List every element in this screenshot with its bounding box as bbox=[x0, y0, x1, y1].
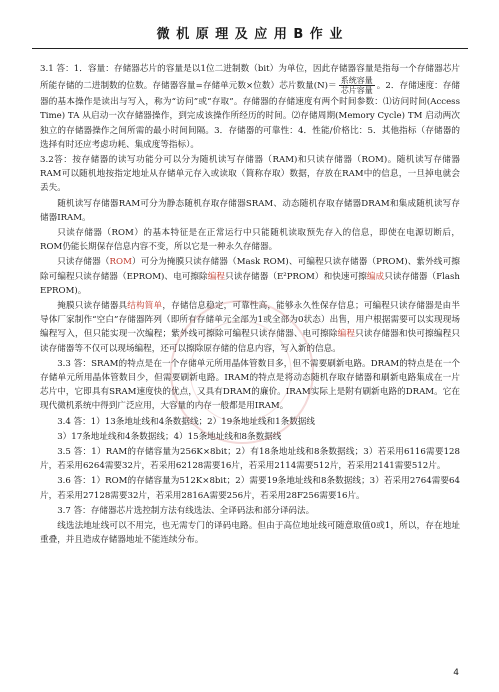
fraction-denominator: 芯片容量 bbox=[340, 86, 373, 96]
text-segment: 只读存储器（Flash EPROM)。 bbox=[40, 271, 460, 296]
answer-3-1-part-b: 。2．存储速度：存储器的基本操作是读出与写入，称为“访问”或“存取”。存储器的存储速度有两个时间参数：⑴访问时间(Access Time) TA 从启动一次存储器操作，到完成该操作所经历的时间。⑵存储周期(Memory Cycle) TM 启动两次独立的存储器操作之间所需的最小时间间隔。3．存储器的可靠性：4．性能/价格比：5．其他指标（存储器的选择有时还应考虑功耗、集成度等指标）。 bbox=[40, 81, 460, 150]
paragraph-3-4: 3.4 答：1）13条地址线和4条数据线；2）19条地址线和1条数据线 bbox=[57, 416, 315, 427]
highlight-text: 编成 bbox=[366, 271, 385, 282]
text-segment: 只读存储器（E²PROM）和快速可擦 bbox=[225, 271, 367, 282]
fraction-numerator: 系统容量 bbox=[340, 76, 373, 86]
paragraph-3-3: 3.3 答：SRAM的特点是在一个存储单元所用晶体管数目多，但不需要刷新电路。DRAM的特点是在一个存储单元所用晶体管数目少，但需要刷新电路。IRAM的特点是将动态随机存取存储器和刷新电路集成在一片芯片中，它即具有SRAM速度快的优点，又具有DRAM的廉价。IRAM实际上是附有刷新电路的DRAM。它在现代微机系统中得到广泛应用，大容量的内存一般都是用IRAM。 bbox=[40, 358, 460, 412]
text-segment: ）可分为掩膜只读存储器（Mask ROM)、可编程只读存储器（PROM)、紫外线可擦除可编程只读存储器（EPROM)、电可擦除 bbox=[40, 257, 460, 282]
answer-3-1-part-a: 3.1 答：1．容量：存储器芯片的容量是以1位二进制数（bit）为单位，因此存储器容量是指每一个存储器芯片所能存储的二进制数的位数。存储器容量=存储单元数×位数）芯片数量(N)＝ bbox=[40, 64, 460, 92]
paragraph-rom-compare bbox=[40, 299, 460, 356]
paragraph-3-5: 3.5 答：1）RAM的存储容量为256K×8bit；2）有18条地址线和8条数据线；3）若采用6116需要128片，若采用6264需要32片，若采用62128需要16片，若采用2114需要512片，若采用2141需要512片。 bbox=[40, 447, 460, 472]
text-segment: 只读存储器（ bbox=[57, 257, 110, 268]
highlight-text: 编程 bbox=[337, 329, 356, 340]
paragraph-rom-feature: 只读存储器（ROM）的基本特征是在正常运行中只能随机读取预先存入的信息，即使在电源切断后，ROM仍能长期保存信息内容不变，所以它是一种永久存储器。 bbox=[40, 228, 460, 253]
paragraph-line-select: 线选法地址线可以不用完，也无需专门的译码电路。但由于高位地址线可随意取值0或1，所以，存在地址重叠，并且造成存储器地址不能连续分布。 bbox=[40, 521, 460, 546]
page-header bbox=[32, 22, 468, 49]
text-segment: ，存储信息稳定，可靠性高，能够永久性保存信息；可编程只读存储器是由半导体厂家制作“空白”存储器阵列（即所有存储单元全部为1或全部为0状态）出售，用户根据需要可以实现现场编程写入，但只能实现一次编程；紫外线可擦除可编程只读存储器、电可擦除 bbox=[40, 301, 460, 340]
paragraph-3-7: 3.7 答：存储器芯片选控制方法有线选法、全译码法和部分译码法。 bbox=[57, 505, 315, 516]
text-segment: 掩膜只读存储器具 bbox=[57, 301, 128, 312]
paragraph-rom-types bbox=[40, 255, 460, 298]
highlight-text: 编程 bbox=[207, 271, 226, 282]
header-title: 微 机 原 理 及 应 用 B 作 业 bbox=[156, 27, 344, 42]
paragraph-ram-types: 随机读写存储器RAM可分为静态随机存取存储器SRAM、动态随机存取存储器DRAM和集成随机读写存储器IRAM。 bbox=[40, 198, 460, 223]
text-segment: 只读存储器和快可擦编程只读存储器等不仅可以现场编程，还可以擦除原存储的信息内容，写入新的信息。 bbox=[40, 329, 460, 354]
paragraph-3-1 bbox=[40, 62, 460, 152]
paragraph-3-4-cont: 3）17条地址线和4条数据线；4）15条地址线和8条数据线 bbox=[57, 431, 282, 442]
paragraph-3-2: 3.2答：按存储器的读写功能分可以分为随机读写存储器（RAM)和只读存储器（ROM)。随机读写存储器RAM可以随机地按指定地址从存储单元存入或读取（简称存取）数据，存放在RAM中的信息，一旦掉电就会丢失。 bbox=[40, 155, 460, 194]
fraction bbox=[339, 76, 375, 95]
paragraph-3-6: 3.6 答：1）ROM的存储容量为512K×8bit；2）需要19条地址线和8条数据线；3）若采用2764需要64片，若采用27128需要32片，若采用2816A需要256片，若采用28F256需要16片。 bbox=[40, 476, 460, 501]
page-number: 4 bbox=[453, 668, 459, 678]
highlight-text: 结构简单 bbox=[127, 301, 163, 312]
document-body bbox=[40, 62, 460, 652]
highlight-text: ROM bbox=[109, 257, 132, 268]
